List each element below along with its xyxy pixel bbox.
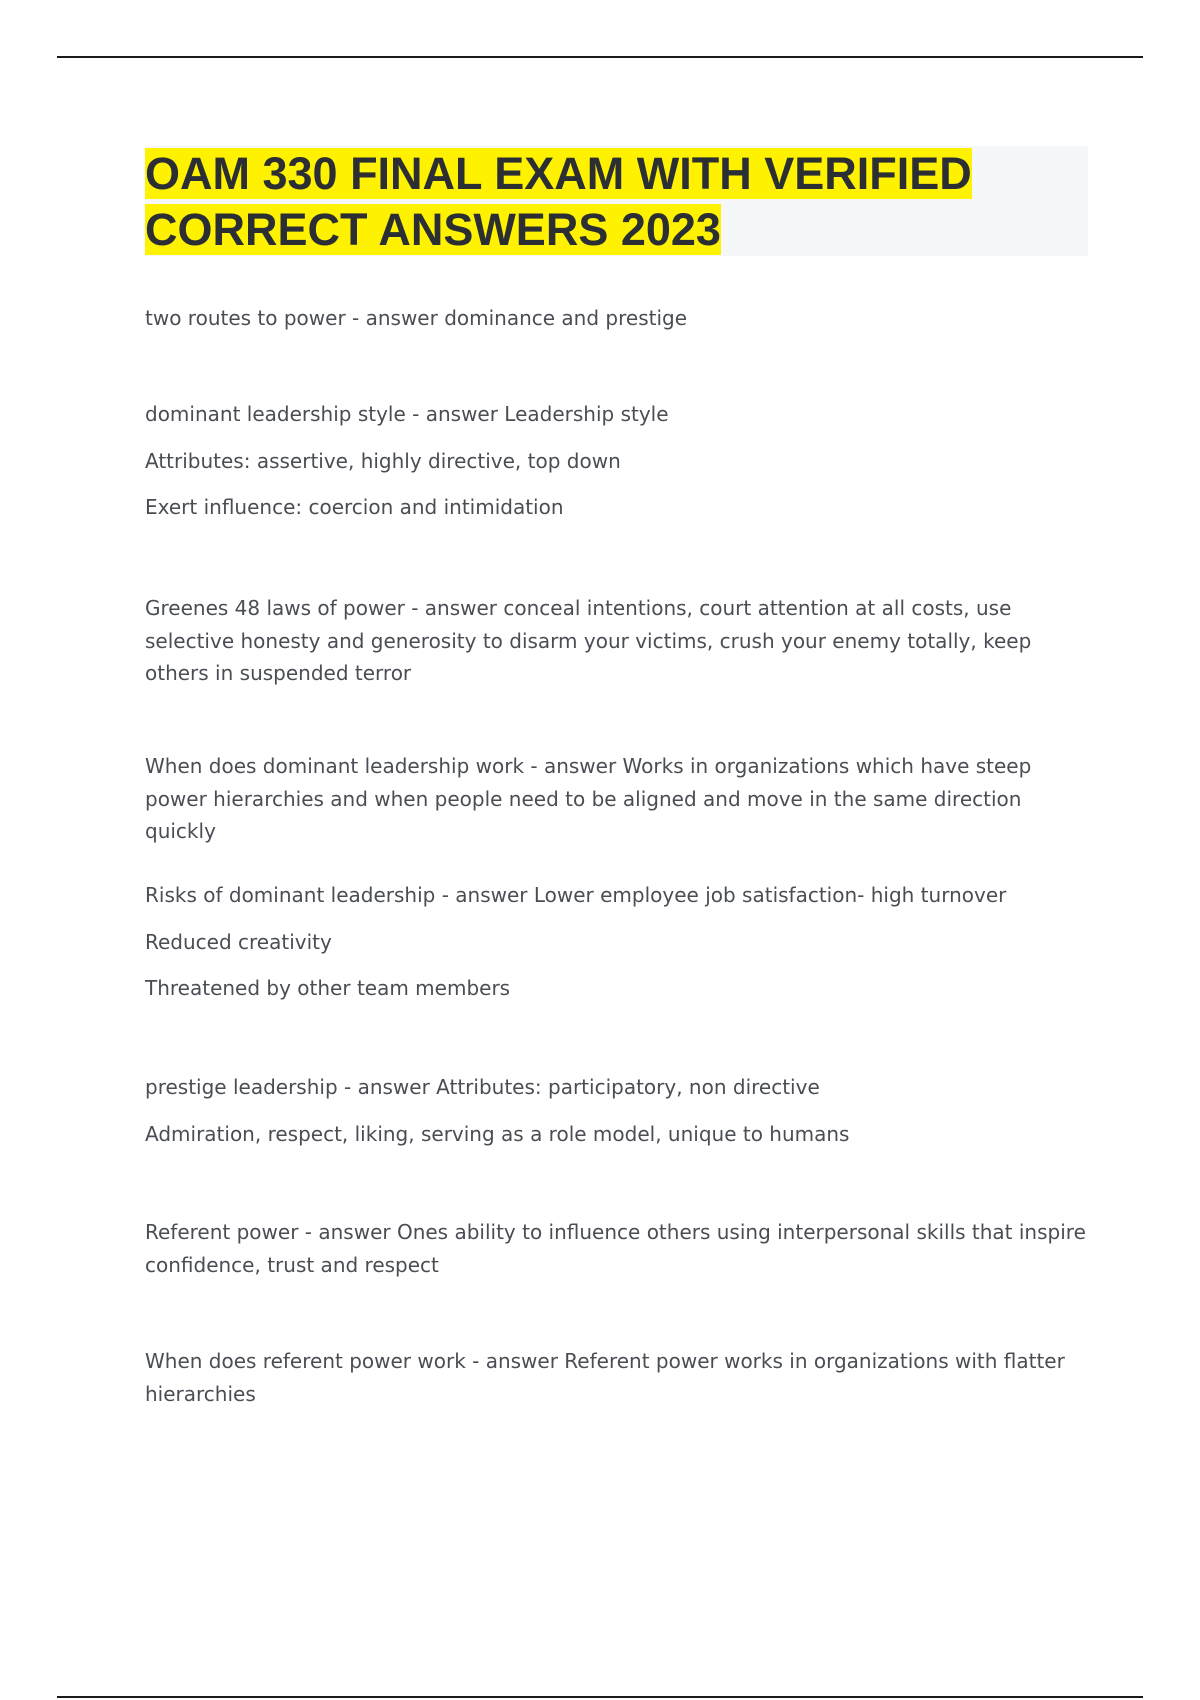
qa-entry bbox=[145, 1345, 1090, 1410]
qa-entry bbox=[145, 302, 1090, 335]
entry-line: Admiration, respect, liking, serving as a role model, unique to humans bbox=[145, 1121, 850, 1146]
entry-line: two routes to power - answer dominance and prestige bbox=[145, 306, 688, 330]
entry-line: dominant leadership style - answer Leadership style bbox=[145, 402, 669, 426]
entry-line: When does referent power work - answer Referent power works in organizations with flatter hierarchies bbox=[145, 1349, 1065, 1406]
qa-entry bbox=[145, 1071, 1090, 1150]
entry-line: Threatened by other team members bbox=[145, 976, 511, 1000]
qa-entry bbox=[145, 879, 1090, 1005]
entry-line: Reduced creativity bbox=[145, 929, 332, 954]
qa-entry bbox=[145, 1216, 1090, 1281]
entry-line: Attributes: assertive, highly directive, top down bbox=[145, 448, 621, 473]
qa-entry bbox=[145, 750, 1090, 848]
entry-line: Exert influence: coercion and intimidation bbox=[145, 495, 564, 519]
qa-entry bbox=[145, 398, 1090, 524]
entry-line: Referent power - answer Ones ability to influence others using interpersonal skills that inspire confidence, trust and respect bbox=[145, 1220, 1086, 1277]
top-rule bbox=[57, 56, 1143, 58]
qa-entry bbox=[145, 592, 1090, 690]
title-highlight: OAM 330 FINAL EXAM WITH VERIFIED CORRECT ANSWERS 2023 bbox=[145, 148, 972, 255]
entry-line: Greenes 48 laws of power - answer conceal intentions, court attention at all costs, use selective honesty and generosity to disarm your victims, crush your enemy totally, keep others in suspended terror bbox=[145, 596, 1032, 685]
document-title bbox=[145, 146, 1088, 258]
entry-line: prestige leadership - answer Attributes: participatory, non directive bbox=[145, 1075, 820, 1099]
entry-line: Risks of dominant leadership - answer Lower employee job satisfaction- high turnover bbox=[145, 883, 1007, 907]
bottom-rule bbox=[57, 1696, 1143, 1698]
entry-line: When does dominant leadership work - answer Works in organizations which have steep power hierarchies and when people need to be aligned and move in the same direction quickly bbox=[145, 754, 1032, 843]
